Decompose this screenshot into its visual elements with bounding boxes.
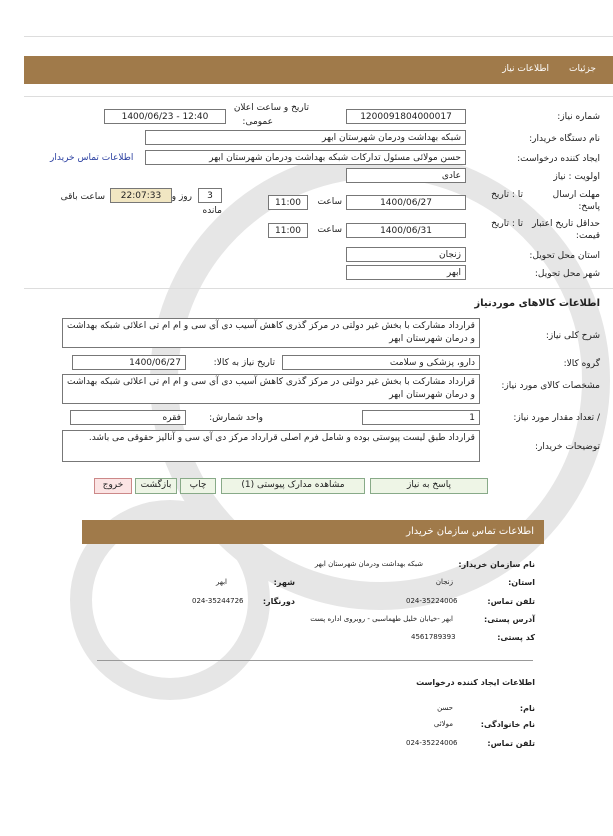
- contact-postal: 4561789393: [411, 633, 456, 641]
- creator-first-name: حسن: [437, 704, 453, 712]
- remaining-days-label: روز و: [171, 192, 192, 202]
- spec-field: قرارداد مشارکت با بخش غیر دولتی در مرکز گذری کاهش آسیب دی آی سی و ام ام تی اعلائی شبکه بهداشت و درمان شهرستان ابهر: [62, 374, 480, 404]
- back-button[interactable]: بازگشت: [135, 478, 177, 494]
- creator-first-name-label: نام:: [519, 704, 535, 713]
- unit-label: واحد شمارش:: [209, 413, 263, 423]
- validity-time-field: 11:00: [268, 223, 308, 238]
- qty-label: / تعداد مقدار مورد نیاز:: [513, 413, 600, 423]
- buyer-notes-label: توضیحات خریدار:: [534, 442, 600, 452]
- need-date-label: تاریخ نیاز به کالا:: [213, 358, 275, 368]
- contact-address: ابهر -خیابان خلیل طهماسبی - روبروی اداره پست: [310, 615, 453, 623]
- exit-button[interactable]: خروج: [94, 478, 132, 494]
- group-field: دارو، پزشکی و سلامت: [282, 355, 480, 370]
- city-field: ابهر: [346, 265, 466, 280]
- unit-field: فقره: [70, 410, 186, 425]
- creator-last-name-label: نام خانوادگی:: [480, 720, 535, 729]
- announce-date-field: 1400/06/23 - 12:40: [104, 109, 226, 124]
- deadline-date-field: 1400/06/27: [346, 195, 466, 210]
- priority-label: اولویت : نیاز: [553, 172, 600, 182]
- need-number-field: 1200091804000017: [346, 109, 466, 124]
- creator-phone: 024-35224006: [406, 739, 458, 747]
- contact-phone-label: تلفن تماس:: [487, 597, 535, 606]
- contact-bar: [82, 520, 544, 544]
- deadline-time-label: ساعت: [317, 197, 342, 207]
- goods-section-title: اطلاعات کالاهای موردنیاز: [474, 298, 600, 309]
- contact-divider: [97, 660, 533, 661]
- top-divider: [24, 36, 613, 37]
- deadline-label-1: مهلت ارسال: [552, 190, 600, 200]
- buyer-notes-field: قرارداد طبق لیست پیوستی بوده و شامل فرم اصلی قرارداد مرکز دی آی سی و آنالیز حقوقی می باشد.: [62, 430, 480, 462]
- remaining-time-field: 22:07:33: [110, 188, 172, 203]
- announce-label-1: تاریخ و ساعت اعلان: [233, 103, 309, 113]
- contact-address-label: آدرس پستی:: [484, 615, 535, 624]
- breadcrumb-current[interactable]: اطلاعات نیاز: [502, 64, 549, 74]
- contact-province: زنجان: [435, 578, 453, 586]
- city-label: شهر محل تحویل:: [534, 269, 600, 279]
- remaining-time-label: ساعت باقی: [60, 192, 105, 202]
- buyer-org-label: نام دستگاه خریدار:: [529, 134, 600, 144]
- attachments-button[interactable]: مشاهده مدارک پیوستی (1): [221, 478, 365, 494]
- respond-button[interactable]: پاسخ به نیاز: [370, 478, 488, 494]
- creator-phone-label: تلفن تماس:: [487, 739, 535, 748]
- validity-date-field: 1400/06/31: [346, 223, 466, 238]
- announce-label-2: عمومی:: [242, 117, 273, 127]
- group-label: گروه کالا:: [563, 359, 600, 369]
- deadline-to-label: تا : تاریخ: [491, 190, 523, 200]
- validity-label-1: حداقل تاریخ اعتبار: [532, 219, 600, 229]
- contact-org-name: شبکه بهداشت ودرمان شهرستان ابهر: [314, 560, 423, 568]
- requester-field: حسن مولائی مسئول تدارکات شبکه بهداشت ودرمان شهرستان ابهر: [145, 150, 466, 165]
- spec-label: مشخصات کالای مورد نیاز:: [501, 381, 600, 391]
- contact-fax-label: دورنگار:: [262, 597, 295, 606]
- goods-divider: [24, 288, 613, 289]
- breadcrumb-home[interactable]: جزئیات: [569, 64, 596, 74]
- header-bar: [24, 56, 613, 84]
- summary-field: قرارداد مشارکت با بخش غیر دولتی در مرکز گذری کاهش آسیب دی آی سی و ام ام تی اعلائی شبکه بهداشت و درمان شهرستان ابهر: [62, 318, 480, 348]
- contact-city: ابهر: [216, 578, 227, 586]
- contact-org-name-label: نام سازمان خریدار:: [458, 560, 535, 569]
- province-label: استان محل تحویل:: [529, 251, 600, 261]
- need-number-label: شماره نیاز:: [557, 112, 600, 122]
- validity-label-2: قیمت:: [575, 231, 600, 241]
- validity-to-label: تا : تاریخ: [491, 219, 523, 229]
- creator-section-title: اطلاعات ایجاد کننده درخواست: [416, 678, 535, 687]
- remaining-label-2: مانده: [202, 206, 222, 216]
- province-field: زنجان: [346, 247, 466, 262]
- contact-phone: 024-35224006: [406, 597, 458, 605]
- contact-province-label: استان:: [508, 578, 535, 587]
- creator-last-name: مولائی: [433, 720, 453, 728]
- contact-postal-label: کد پستی:: [497, 633, 535, 642]
- remaining-days-field: 3: [198, 188, 222, 203]
- requester-label: ایجاد کننده درخواست:: [517, 154, 600, 164]
- validity-time-label: ساعت: [317, 225, 342, 235]
- deadline-time-field: 11:00: [268, 195, 308, 210]
- buyer-contact-link[interactable]: اطلاعات تماس خریدار: [50, 153, 134, 163]
- deadline-label-2: پاسخ:: [578, 202, 600, 212]
- buyer-org-field: شبکه بهداشت ودرمان شهرستان ابهر: [145, 130, 466, 145]
- need-date-field: 1400/06/27: [72, 355, 186, 370]
- priority-field: عادی: [346, 168, 466, 183]
- qty-field: 1: [362, 410, 480, 425]
- summary-label: شرح کلی نیاز:: [545, 331, 600, 341]
- contact-fax: 024-35244726: [192, 597, 244, 605]
- contact-city-label: شهر:: [273, 578, 295, 587]
- contact-bar-title: اطلاعات تماس سازمان خریدار: [406, 526, 534, 537]
- print-button[interactable]: چاپ: [180, 478, 216, 494]
